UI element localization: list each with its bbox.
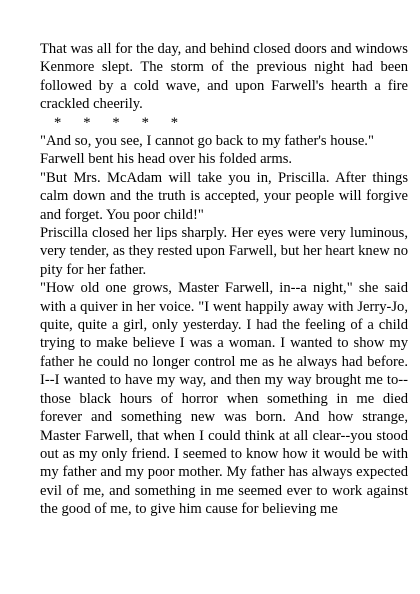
paragraph-mrs-mcadam: "But Mrs. McAdam will take you in, Priscilla. After things calm down and the truth is accepted, your people will forgive and forget. You poor child!" — [40, 169, 408, 223]
section-separator: * * * * * — [54, 114, 179, 131]
paragraph-kenmore-slept: That was all for the day, and behind closed doors and windows Kenmore slept. The storm of the previous night had been followed by a cold wave, and upon Farwell's hearth a fire crackled cheerily. — [40, 41, 408, 113]
document-page — [40, 40, 408, 519]
paragraph-how-old: "How old one grows, Master Farwell, in--a night," she said with a quiver in her voice. "I went happily away with Jerry-Jo, quite, quite a girl, only yesterday. I had the feeling of a child trying to make believe I was a woman. I wanted to show my father he could no longer control me as he always had before. I--I wanted to have my way, and then my way brought me to--those black hours of horror when something in me died forever and something new was born. And how strange, Master Farwell, that when I could think at all clear--you stood out as my only friend. I seemed to know how it would be with my father and my poor mother. My father has always expected evil of me, and something in me seemed ever to work against the good of me, to give him cause for believing me — [40, 280, 408, 518]
paragraph-fathers-house: "And so, you see, I cannot go back to my father's house." — [40, 133, 374, 150]
paragraph-farwell-bent: Farwell bent his head over his folded arms. — [40, 151, 293, 168]
paragraph-priscilla-closed: Priscilla closed her lips sharply. Her eyes were very luminous, very tender, as they rested upon Farwell, but her heart knew no pity for her father. — [40, 225, 408, 278]
